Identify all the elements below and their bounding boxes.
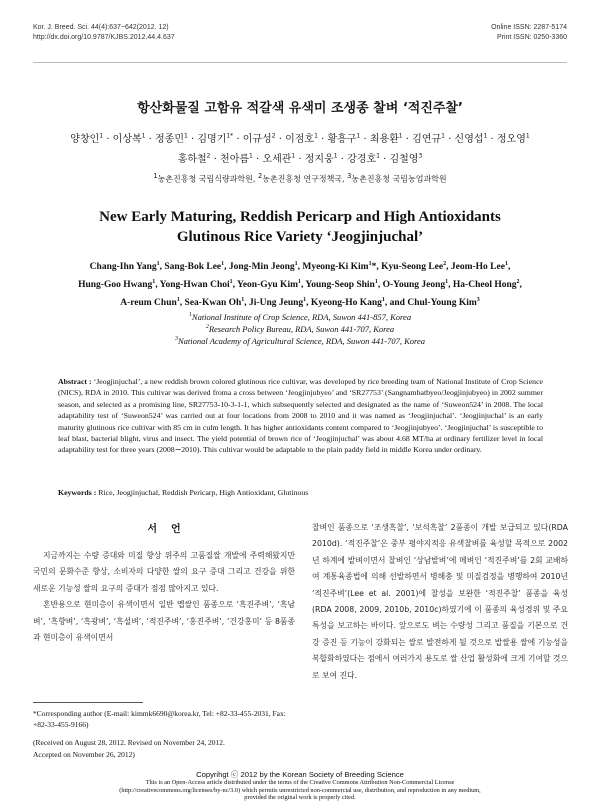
author-name: 신영섭 — [454, 134, 484, 145]
license-notice — [55, 779, 545, 802]
footnote-divider — [33, 702, 143, 703]
author-name: 양창인 — [70, 134, 100, 145]
abstract — [58, 376, 543, 456]
author-name: Sea-Kwan Oh — [184, 298, 242, 308]
affiliation-mark: 3 — [347, 172, 352, 180]
left-column — [33, 520, 295, 646]
author-name: 정종민 — [155, 134, 184, 145]
author-affiliation-mark: 1 — [525, 132, 530, 140]
author-name: 오세관 — [262, 154, 292, 165]
korean-authors-line: 홍하철$^2$ · 천아름$^1$ · 오세관$^1$ · 정지웅$^1$ · 강경호$^1$ · 김철영$^3$ — [177, 152, 423, 165]
abstract-text: ‘Jeogjinjuchal’, a new reddish brown colored glutinous rice cultivar, was developed by rice breeding team of National Institute of Crop Science (NICS), RDA in 2010. This cultivar was derived froma a cross between ‘Jeogjinjubyeo’ and ‘SR27753’ (Sangnambatbyeo/Jeogjinjubyeo) in 2002 summer season, and selected as a promising line, SR27753-10-3-1-1, which subsequently selected and designated as the name of ‘Suweon524’ in 2008. The local adaptability test of ‘Suweon524’ was carried out at four locations from 2008 to 2010 and it was named as ‘Jeogjinjuchal’. ‘Jeogjinjuchal’ is an early maturity glutinous rice cultivar with 85 cm in culm length. It has higher antioxidants content compared to ‘Jeogjinjubyeo’. ‘Jeogjinjuchal’ is susceptible to leaf blast, bacterial blight, virus and insect. The yield potential of brown rice of ‘Jeogjinjuchal’ was about 4.68 MT/ha at ordinary fertilizer level in local adaptability test for three years (2008∼2010). This cultivar would be adaptable to the plain paddy field in middle Korea under ordinary. — [58, 377, 543, 455]
author-affiliation-mark: 3 — [476, 296, 480, 303]
author-affiliation-mark: 1 — [483, 132, 488, 140]
author-affiliation-mark: 3 — [418, 152, 423, 160]
author-affiliation-mark: 1 — [176, 296, 180, 303]
author-affiliation-mark: 1 — [398, 132, 403, 140]
author-affiliation-mark: 1 — [374, 278, 378, 285]
author-name: Yeon-Gyu Kim — [237, 280, 298, 290]
author-affiliation-mark: 1 — [381, 296, 385, 303]
author-affiliation-mark: 1 — [241, 296, 245, 303]
english-affiliations — [0, 311, 600, 347]
keywords — [58, 488, 543, 497]
license-line: provided the original work is properly cited. — [244, 794, 356, 801]
author-name: Chang-Ihn Yang — [89, 262, 157, 272]
print-issn: Print ISSN: 0250-3360 — [496, 34, 567, 41]
author-name: A-reum Chun — [120, 298, 177, 308]
affiliation-text: Research Policy Bureau, RDA, Suwon 441-707, Korea — [208, 324, 395, 334]
right-column — [312, 520, 568, 684]
affiliation-line — [0, 311, 600, 323]
author-affiliation-mark: 1 — [99, 132, 104, 140]
author-affiliation-mark: 1 — [221, 260, 225, 267]
author-affiliation-mark: 1 — [441, 132, 445, 140]
affiliation-line — [0, 335, 600, 347]
license-line: This is an Open-Access article distributed under the terms of the Creative Commons Attribution Non-Commercial License — [145, 779, 455, 786]
author-name: 최용환 — [369, 134, 399, 145]
author-name: Hung-Goo Hwang — [78, 280, 153, 290]
korean-title: 항산화물질 고함유 적갈색 유색미 조생종 찰벼 ‘적진주찰’ — [137, 101, 463, 116]
affiliation-text: 농촌진흥청 국립식량과학원, — [157, 174, 258, 184]
author-affiliation-mark: 1 — [291, 152, 296, 160]
author-name: 천아름 — [220, 154, 250, 165]
author-name: Ji-Ung Jeung — [249, 298, 304, 308]
corresponding-author-footnote: *Corresponding author (E-mail: kimmk6690@korea.kr, Tel: +82-33-455-2031, Fax: +82-33-455-9166) — [33, 709, 286, 729]
header-divider — [33, 62, 567, 63]
author-name: 이규성 — [242, 134, 272, 145]
author-name: 이점호 — [285, 134, 315, 145]
author-affiliation-mark: 1 — [445, 278, 449, 285]
author-name: Young-Seop Shin — [305, 280, 375, 290]
intro-paragraph: 지금까지는 수량 증대와 미질 향상 위주의 고품질쌀 개발에 주력해왔지만 국민의 문화수준 향상, 소비자의 다양한 쌀의 요구 증대 그리고 건강을 위한 새로운 기능성 쌀의 요구의 증대가 점점 많아지고 있다. — [33, 551, 295, 593]
license-line[interactable]: (http://creativecommons.org/licenses/by-nc/3.0) which permits unrestricted non-commercial use, distribution, and reproduction in any medium, — [119, 786, 481, 794]
author-affiliation-mark: 2 — [443, 260, 447, 267]
author-affiliation-mark: 1 — [298, 278, 301, 285]
intro-paragraph: 혼반용으로 현미층이 유색이면서 일반 멥쌀인 품종으로 ‘흑진주벼’, ‘흑남벼’, ‘흑향벼’, ‘흑광벼’, ‘흑설벼’, ‘적진주벼’, ‘홍진주벼’, ‘건강홍미’ 등 8품종과 현미층이 유색이면서 — [33, 600, 295, 643]
affiliation-line — [0, 323, 600, 335]
korean-authors — [60, 130, 540, 170]
author-affiliation-mark: 1* — [226, 132, 234, 140]
author-name: O-Young Jeong — [382, 280, 446, 290]
english-authors-line: A-reum Chun$^1$, Sea-Kwan Oh$^1$, Ji-Ung Jeung$^1$, Kyeong-Ho Kang$^1$, and Chul-Young Kim$^3$ — [120, 296, 480, 308]
author-affiliation-mark: 2 — [206, 152, 211, 160]
author-affiliation-mark: 1 — [229, 278, 233, 285]
author-affiliation-mark: 1 — [504, 260, 508, 267]
author-name: Ha-Cheol Hong — [452, 280, 517, 290]
keywords-label: Keywords : — [58, 488, 99, 497]
affiliation-text: National Institute of Crop Science, RDA, Suwon 441-857, Korea — [191, 312, 412, 322]
abstract-label: Abstract : — [58, 377, 94, 386]
journal-citation: Kor. J. Breed. Sci. 44(4):637~642(2012. 12) — [33, 24, 169, 31]
author-name: 정지웅 — [304, 154, 334, 165]
english-authors — [45, 258, 555, 312]
issn-header — [491, 23, 567, 43]
affiliation-mark: 2 — [257, 172, 263, 180]
accepted-date: Accepted on November 26, 2012) — [33, 749, 135, 759]
author-affiliation-mark: 1 — [303, 296, 307, 303]
submission-dates — [33, 737, 295, 760]
author-affiliation-mark: 1 — [249, 152, 253, 160]
english-title — [0, 207, 600, 247]
author-affiliation-mark: 1 — [314, 132, 318, 140]
author-affiliation-mark: 1 — [356, 132, 361, 140]
author-name: 강경호 — [347, 154, 377, 165]
affiliation-mark: 1 — [188, 312, 192, 319]
english-title-line: New Early Maturing, Reddish Pericarp and High Antioxidants — [99, 209, 501, 225]
journal-header — [33, 23, 175, 43]
author-affiliation-mark: 1 — [333, 152, 338, 160]
author-affiliation-mark: 1 — [368, 260, 372, 267]
author-name: 김철영 — [389, 154, 419, 165]
affiliation-mark: 2 — [205, 324, 209, 331]
author-name: Sang-Bok Lee — [164, 262, 222, 272]
author-affiliation-mark: 1 — [141, 132, 146, 140]
affiliation-text: 농촌진흥청 연구정책국, — [262, 174, 348, 184]
author-name: Chul-Young Kim — [407, 298, 477, 308]
korean-authors-line: 양창인$^1$ · 이상복$^1$ · 정종민$^1$ · 김명기$^{1*}$ · 이규성$^2$ · 이점호$^1$ · 황흥구$^1$ · 최용환$^1$ · 김연규$^1$ · 신영섭$^1$ · 정오영$^1$ — [70, 132, 530, 145]
affiliation-text: National Academy of Agricultural Science, RDA, Suwon 441-707, Korea — [177, 336, 426, 346]
author-affiliation-mark: 2 — [516, 278, 520, 285]
author-affiliation-mark: 2 — [271, 132, 276, 140]
author-affiliation-mark: 1 — [152, 278, 156, 285]
author-name: Jeom-Ho Lee — [450, 262, 505, 272]
doi-link[interactable]: http://dx.doi.org/10.9787/KJBS.2012.44.4.637 — [33, 34, 175, 41]
keywords-text: Rice, Jeogjinjuchal, Reddish Pericarp, High Antioxidant, Glutinous — [98, 488, 309, 497]
author-affiliation-mark: 1 — [184, 132, 188, 140]
received-date: (Received on August 28, 2012. Revised on November 24, 2012. — [33, 738, 225, 747]
intro-paragraph-continued: 찰벼인 품종으로 ‘조생흑찰’, ‘보석흑찰’ 2품종이 개발 보급되고 있다(RDA 2010d). ‘적진주찰’은 중부 평야지적응 유색찰벼를 육성할 목적으로 2002년 하계에 밭벼이면서 찰벼인 ‘상남밭벼’에 메벼인 ‘적진주벼’를 2회 교배하여 계통육종법에 의해 선발하면서 병해충 및 미질검정을 병행하여 2010년 ‘적진주벼’(Lee et al. 2001)에 찰성을 보완한 ‘적진주찰’ 품종을 육성(RDA 2008, 2009, 2010b, 2010c)하였기에 이 품종의 육성경위 및 주요특성을 보고하는 바이다. 앞으로도 벼는 수량성 그리고 품질을 기본으로 건강 증진 등 기능이 강화되는 쌀로 발전하게 될 것으로 밥쌀용 쌀에 기능성을 복합화하였다는 점에서 여러가지 용도로 쌀 산업 활성화에 크게 기여할 것으로 보여 진다. — [312, 523, 568, 680]
author-name: 김연규 — [412, 134, 442, 145]
author-affiliation-mark: 1 — [156, 260, 160, 267]
author-name: 김명기 — [197, 134, 227, 145]
author-name: 홍하철 — [177, 154, 207, 165]
author-name: 정오영 — [496, 134, 526, 145]
english-authors-line: Chang-Ihn Yang$^1$, Sang-Bok Lee$^1$, Jong-Min Jeong$^1$, Myeong-Ki Kim$^1$*, Kyu-Seong Lee$^2$, Jeom-Ho Lee$^1$, — [89, 260, 511, 272]
affiliation-text: 농촌진흥청 국립농업과학원 — [351, 174, 447, 184]
english-authors-line: Hung-Goo Hwang$^1$, Yong-Hwan Choi$^1$, Yeon-Gyu Kim$^1$, Young-Seop Shin$^1$, O-Young Jeong$^1$, Ha-Cheol Hong$^2$, — [78, 278, 522, 290]
author-name: Yong-Hwan Choi — [159, 280, 230, 290]
affiliation-mark: 1 — [153, 172, 158, 180]
author-name: Jong-Min Jeong — [228, 262, 295, 272]
author-name: Myeong-Ki Kim — [302, 262, 369, 272]
author-name: Kyu-Seong Lee — [381, 262, 444, 272]
online-issn: Online ISSN: 2287-5174 — [491, 24, 567, 31]
author-affiliation-mark: 1 — [294, 260, 298, 267]
author-name: Kyeong-Ho Kang — [310, 298, 382, 308]
copyright-notice: Copyrihgt ⓒ 2012 by the Korean Society of Breeding Science — [196, 770, 404, 779]
korean-affiliations — [0, 172, 600, 185]
author-name: 이상복 — [112, 134, 142, 145]
english-title-line: Glutinous Rice Variety ‘Jeogjinjuchal’ — [176, 229, 424, 245]
author-affiliation-mark: 1 — [376, 152, 380, 160]
author-name: 황흥구 — [327, 134, 357, 145]
section-title-introduction: 서언 — [147, 524, 195, 535]
affiliation-mark: 3 — [174, 336, 178, 343]
